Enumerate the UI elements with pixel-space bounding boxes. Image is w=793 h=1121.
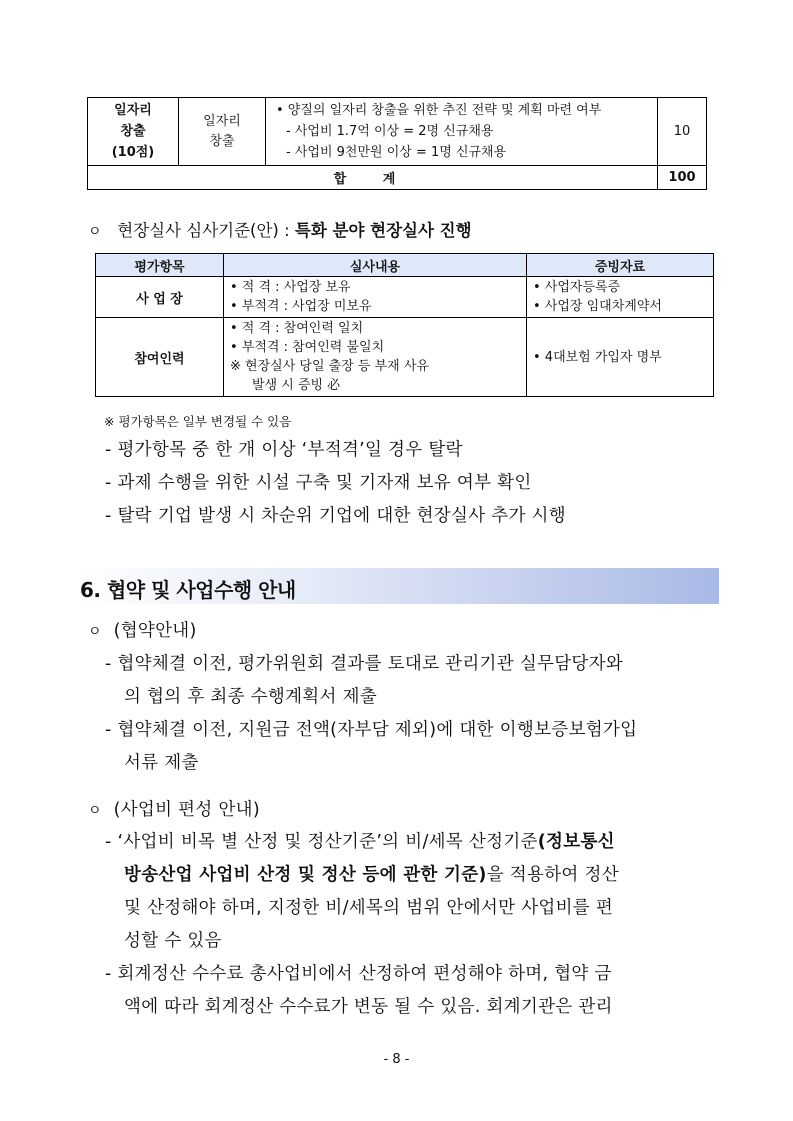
budget-bullet: - 회계정산 수수료 총사업비에서 산정하여 편성해야 하며, 협약 금 xyxy=(105,964,612,984)
content-line: • 부적격 : 사업장 미보유 xyxy=(230,299,372,314)
evidence-cell: • 4대보험 가입자 명부 xyxy=(527,318,714,397)
contract-bullet-cont: 의 협의 후 최종 수행계획서 제출 xyxy=(124,687,377,707)
budget-bullet-cont: 및 산정해야 하며, 지정한 비/세목의 범위 안에서만 사업비를 편 xyxy=(124,898,614,918)
item-cell: 참여인력 xyxy=(96,318,224,397)
table-row xyxy=(96,318,714,397)
circle-bullet: ㅇ xyxy=(88,624,102,640)
budget-heading xyxy=(88,796,260,821)
total-score: 100 xyxy=(658,166,707,190)
budget-bullet-cont: 액에 따라 회계정산 수수료가 변동 될 수 있음. 회계기관은 관리 xyxy=(124,997,613,1017)
inspection-bullet: - 탈락 기업 발생 시 차순위 기업에 대한 현장실사 추가 시행 xyxy=(105,506,566,526)
circle-bullet: ㅇ xyxy=(88,803,102,819)
inspection-bullet: - 평가항목 중 한 개 이상 ‘부적격’일 경우 탈락 xyxy=(105,440,463,460)
content-line: ※ 현장실사 당일 출장 등 부재 사유 xyxy=(230,359,429,374)
content-cell xyxy=(224,277,527,318)
total-row xyxy=(88,166,707,190)
inspection-heading-prefix: 현장실사 심사기준(안) : xyxy=(117,221,295,240)
section-title: 6. 협약 및 사업수행 안내 xyxy=(80,578,296,602)
content-cell xyxy=(224,318,527,397)
contract-bullet: - 협약체결 이전, 평가위원회 결과를 토대로 관리기관 실무담당자와 xyxy=(105,654,624,674)
category-line: (10점) xyxy=(111,145,155,160)
budget-bullet-cont: 성할 수 있음 xyxy=(124,931,222,951)
page-number: - 8 - xyxy=(383,1052,410,1067)
inspection-bullet: - 과제 수행을 위한 시설 구축 및 기자재 보유 여부 확인 xyxy=(105,473,532,493)
table-header-row xyxy=(96,254,714,277)
category-line: 창출 xyxy=(120,124,146,139)
subcategory-line: 일자리 xyxy=(203,113,241,129)
budget-bullet xyxy=(105,828,615,853)
evidence-cell xyxy=(527,277,714,318)
subcategory-cell xyxy=(179,98,266,166)
content-line: 발생 시 증빙 必 xyxy=(252,378,341,393)
description-line: • 양질의 일자리 창출을 위한 추진 전략 및 계획 마련 여부 xyxy=(276,103,602,118)
budget-text-bold: 방송산업 사업비 산정 및 정산 등에 관한 기준) xyxy=(124,865,487,885)
budget-text-bold: (정보통신 xyxy=(537,832,615,852)
total-label: 합 계 xyxy=(88,166,658,190)
score-table xyxy=(87,97,707,190)
budget-text: 을 적용하여 정산 xyxy=(486,865,619,885)
budget-bullet-cont xyxy=(124,861,619,886)
description-line: - 사업비 1.7억 이상 = 2명 신규채용 xyxy=(286,124,494,139)
budget-heading-text: (사업비 편성 안내) xyxy=(113,800,260,820)
header-item: 평가항목 xyxy=(96,254,224,277)
inspection-heading-bold: 특화 분야 현장실사 진행 xyxy=(294,221,472,240)
inspection-heading xyxy=(88,217,472,241)
header-evidence: 증빙자료 xyxy=(527,254,714,277)
budget-text: - ‘사업비 비목 별 산정 및 정산기준’의 비/세목 산정기준 xyxy=(105,832,538,852)
contract-bullet-cont: 서류 제출 xyxy=(124,753,199,773)
description-cell xyxy=(266,98,658,166)
content-line: • 부적격 : 참여인력 불일치 xyxy=(230,340,385,355)
description-line: - 사업비 9천만원 이상 = 1명 신규채용 xyxy=(286,145,507,160)
table-row xyxy=(88,98,707,166)
contract-bullet: - 협약체결 이전, 지원금 전액(자부담 제외)에 대한 이행보증보험가입 xyxy=(105,720,638,740)
score-cell: 10 xyxy=(658,98,707,166)
table-row xyxy=(96,277,714,318)
contract-heading-text: (협약안내) xyxy=(113,621,197,641)
inspection-table xyxy=(95,253,714,397)
content-line: • 적 격 : 사업장 보유 xyxy=(230,280,351,295)
category-line: 일자리 xyxy=(114,103,152,118)
evidence-line: • 사업장 임대차계약서 xyxy=(533,299,662,314)
table-note: ※ 평가항목은 일부 변경될 수 있음 xyxy=(104,414,292,429)
subcategory-line: 창출 xyxy=(209,133,235,149)
header-content: 실사내용 xyxy=(224,254,527,277)
contract-heading xyxy=(88,617,197,642)
item-cell: 사 업 장 xyxy=(96,277,224,318)
content-line: • 적 격 : 참여인력 일치 xyxy=(230,321,364,336)
circle-bullet: ㅇ xyxy=(88,224,102,240)
evidence-line: • 사업자등록증 xyxy=(533,280,621,295)
category-cell xyxy=(88,98,179,166)
